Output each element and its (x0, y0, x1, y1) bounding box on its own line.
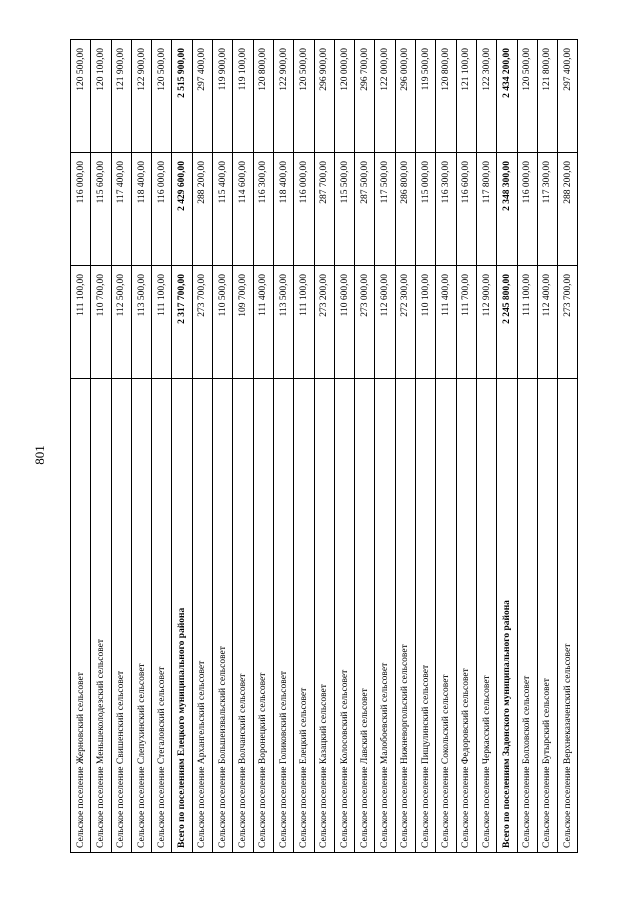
row-name-cell: Сельское поселение Воронецкий сельсовет (253, 379, 273, 853)
value-2023-cell: 120 000,00 (334, 40, 354, 153)
value-2023-cell: 120 500,00 (517, 40, 537, 153)
value-2023-cell: 120 500,00 (152, 40, 172, 153)
table-row (233, 40, 253, 853)
value-2022-cell: 2 348 300,00 (497, 153, 517, 266)
table-row (253, 40, 273, 853)
budget-table-container (70, 48, 573, 853)
value-2022-cell: 2 429 600,00 (172, 153, 192, 266)
total-row (172, 40, 192, 853)
value-2022-cell: 114 600,00 (233, 153, 253, 266)
value-2021-cell: 273 700,00 (558, 266, 578, 379)
value-2022-cell: 116 000,00 (294, 153, 314, 266)
rotated-table-frame (70, 48, 573, 853)
value-2021-cell: 2 245 800,00 (497, 266, 517, 379)
value-2023-cell: 296 700,00 (355, 40, 375, 153)
value-2021-cell: 111 100,00 (294, 266, 314, 379)
value-2022-cell: 286 800,00 (395, 153, 415, 266)
value-2021-cell: 113 500,00 (273, 266, 293, 379)
value-2021-cell: 111 100,00 (71, 266, 91, 379)
row-name-cell: Сельское поселение Колосовский сельсовет (334, 379, 354, 853)
row-name-cell: Сельское поселение Бутырский сельсовет (537, 379, 557, 853)
table-row (213, 40, 233, 853)
value-2023-cell: 122 900,00 (273, 40, 293, 153)
value-2021-cell: 110 600,00 (334, 266, 354, 379)
table-row (456, 40, 476, 853)
row-name-cell: Сельское поселение Елецкий сельсовет (294, 379, 314, 853)
row-name-cell: Сельское поселение Слепухинский сельсовет (131, 379, 151, 853)
value-2023-cell: 297 400,00 (558, 40, 578, 153)
value-2021-cell: 110 100,00 (416, 266, 436, 379)
value-2023-cell: 120 800,00 (436, 40, 456, 153)
value-2023-cell: 121 900,00 (111, 40, 131, 153)
value-2022-cell: 287 500,00 (355, 153, 375, 266)
value-2022-cell: 118 400,00 (273, 153, 293, 266)
value-2021-cell: 113 500,00 (131, 266, 151, 379)
row-name-cell: Сельское поселение Пищулинский сельсовет (416, 379, 436, 853)
table-row (334, 40, 354, 853)
table-row (273, 40, 293, 853)
row-name-cell: Сельское поселение Свишенский сельсовет (111, 379, 131, 853)
value-2021-cell: 111 700,00 (456, 266, 476, 379)
row-name-cell: Сельское поселение Голиковский сельсовет (273, 379, 293, 853)
page-number: 801 (32, 445, 47, 465)
row-name-cell: Всего по поселениям Задонского муниципального района (497, 379, 517, 853)
row-name-cell: Сельское поселение Федоровский сельсовет (456, 379, 476, 853)
value-2022-cell: 115 600,00 (91, 153, 111, 266)
value-2023-cell: 119 900,00 (213, 40, 233, 153)
value-2023-cell: 296 900,00 (314, 40, 334, 153)
table-row (416, 40, 436, 853)
table-row (131, 40, 151, 853)
table-row (558, 40, 578, 853)
table-row (436, 40, 456, 853)
value-2022-cell: 288 200,00 (558, 153, 578, 266)
value-2022-cell: 115 400,00 (213, 153, 233, 266)
table-row (152, 40, 172, 853)
row-name-cell: Сельское поселение Лавский сельсовет (355, 379, 375, 853)
table-row (375, 40, 395, 853)
value-2021-cell: 111 400,00 (436, 266, 456, 379)
row-name-cell: Сельское поселение Стегаловский сельсовет (152, 379, 172, 853)
value-2021-cell: 111 400,00 (253, 266, 273, 379)
value-2022-cell: 117 800,00 (476, 153, 496, 266)
table-row (71, 40, 91, 853)
total-row (497, 40, 517, 853)
row-name-cell: Сельское поселение Болховской сельсовет (517, 379, 537, 853)
value-2022-cell: 115 500,00 (334, 153, 354, 266)
row-name-cell: Сельское поселение Черкасский сельсовет (476, 379, 496, 853)
value-2023-cell: 122 900,00 (131, 40, 151, 153)
value-2021-cell: 2 317 700,00 (172, 266, 192, 379)
value-2023-cell: 120 100,00 (91, 40, 111, 153)
value-2021-cell: 110 500,00 (213, 266, 233, 379)
value-2023-cell: 121 100,00 (456, 40, 476, 153)
row-name-cell: Сельское поселение Сокольский сельсовет (436, 379, 456, 853)
value-2022-cell: 117 500,00 (375, 153, 395, 266)
value-2023-cell: 296 000,00 (395, 40, 415, 153)
table-row (355, 40, 375, 853)
value-2022-cell: 117 300,00 (537, 153, 557, 266)
budget-table-body (71, 40, 578, 853)
table-row (111, 40, 131, 853)
value-2022-cell: 115 000,00 (416, 153, 436, 266)
value-2023-cell: 2 434 200,00 (497, 40, 517, 153)
row-name-cell: Сельское поселение Жерновский сельсовет (71, 379, 91, 853)
value-2021-cell: 109 700,00 (233, 266, 253, 379)
row-name-cell: Сельское поселение Архангельский сельсовет (192, 379, 212, 853)
row-name-cell: Сельское поселение Верхнеказаченский сельсовет (558, 379, 578, 853)
value-2022-cell: 117 400,00 (111, 153, 131, 266)
value-2023-cell: 120 500,00 (294, 40, 314, 153)
value-2021-cell: 273 000,00 (355, 266, 375, 379)
row-name-cell: Сельское поселение Волчанский сельсовет (233, 379, 253, 853)
value-2023-cell: 122 300,00 (476, 40, 496, 153)
value-2021-cell: 273 200,00 (314, 266, 334, 379)
value-2021-cell: 273 700,00 (192, 266, 212, 379)
value-2023-cell: 120 500,00 (71, 40, 91, 153)
value-2021-cell: 111 100,00 (152, 266, 172, 379)
value-2021-cell: 111 100,00 (517, 266, 537, 379)
value-2022-cell: 116 000,00 (71, 153, 91, 266)
value-2022-cell: 116 600,00 (456, 153, 476, 266)
budget-table (70, 39, 578, 853)
value-2023-cell: 119 500,00 (416, 40, 436, 153)
table-row (91, 40, 111, 853)
value-2021-cell: 272 300,00 (395, 266, 415, 379)
value-2022-cell: 118 400,00 (131, 153, 151, 266)
value-2023-cell: 120 800,00 (253, 40, 273, 153)
table-row (314, 40, 334, 853)
row-name-cell: Сельское поселение Казацкий сельсовет (314, 379, 334, 853)
table-row (517, 40, 537, 853)
value-2022-cell: 116 300,00 (436, 153, 456, 266)
value-2022-cell: 287 700,00 (314, 153, 334, 266)
row-name-cell: Сельское поселение Малобоевский сельсовет (375, 379, 395, 853)
row-name-cell: Сельское поселение Нижневоргольский сельсовет (395, 379, 415, 853)
value-2021-cell: 112 600,00 (375, 266, 395, 379)
value-2022-cell: 288 200,00 (192, 153, 212, 266)
value-2022-cell: 116 300,00 (253, 153, 273, 266)
value-2021-cell: 112 900,00 (476, 266, 496, 379)
table-row (476, 40, 496, 853)
value-2023-cell: 2 515 900,00 (172, 40, 192, 153)
value-2023-cell: 119 100,00 (233, 40, 253, 153)
table-row (294, 40, 314, 853)
table-row (537, 40, 557, 853)
value-2023-cell: 297 400,00 (192, 40, 212, 153)
table-row (192, 40, 212, 853)
value-2022-cell: 116 000,00 (152, 153, 172, 266)
value-2021-cell: 112 500,00 (111, 266, 131, 379)
row-name-cell: Всего по поселениям Елецкого муниципального района (172, 379, 192, 853)
row-name-cell: Сельское поселение Большеизвальский сельсовет (213, 379, 233, 853)
value-2023-cell: 121 800,00 (537, 40, 557, 153)
value-2022-cell: 116 000,00 (517, 153, 537, 266)
value-2023-cell: 122 000,00 (375, 40, 395, 153)
value-2021-cell: 110 700,00 (91, 266, 111, 379)
value-2021-cell: 112 400,00 (537, 266, 557, 379)
table-row (395, 40, 415, 853)
row-name-cell: Сельское поселение Меньшеколодезский сельсовет (91, 379, 111, 853)
